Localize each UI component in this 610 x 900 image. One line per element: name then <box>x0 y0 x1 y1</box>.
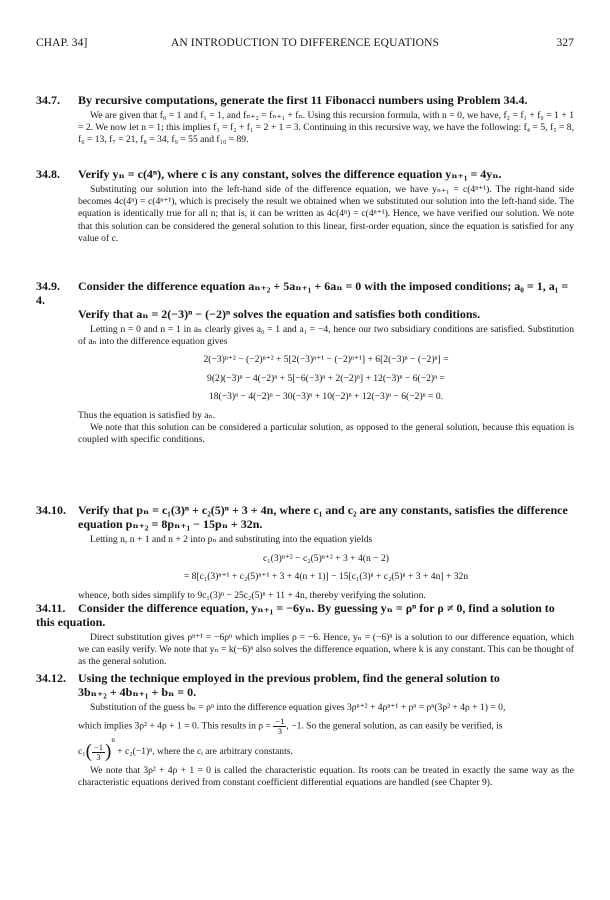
problem-34-11 <box>36 601 574 669</box>
statement-line-1: Consider the difference equation aₙ₊₂ + 5aₙ₊₁ + 6aₙ = 0 with the imposed conditions; a₀ = 1, a₁ = 4. <box>36 279 569 307</box>
solution-paragraph: Direct substitution gives ρⁿ⁺¹ = −6ρⁿ which implies ρ = −6. Hence, yₙ = (−6)ⁿ is a solution to our difference equation, which we can easily verify. We note that yₙ = k(−6)ⁿ also solves the difference equation, where k is any constant. This can be thought of as the general solution. <box>78 632 574 668</box>
solution <box>36 534 574 546</box>
problem-number: 34.7. <box>36 93 60 107</box>
conclusion-line: whence, both sides simplify to 9c₁(3)ⁿ − 25c₂(5)ⁿ + 11 + 4n, thereby verifying the solution. <box>78 590 426 602</box>
page-number: 327 <box>556 37 574 49</box>
general-solution <box>36 736 574 762</box>
problem-34-9 <box>36 279 574 447</box>
fraction <box>92 743 105 762</box>
solution-conclusion <box>36 410 574 447</box>
solution-paragraph: Letting n = 0 and n = 1 in aₙ clearly gives a₀ = 1 and a₁ = −4, hence our two subsidiary conditions are satisfied. Substitution of aₙ into the difference equation gives <box>78 324 574 348</box>
solution-conclusion <box>36 765 574 789</box>
fraction-denominator: 3 <box>96 751 101 762</box>
solution-text: , −1. So the general solution, as can easily be verified, is <box>286 720 503 732</box>
problem-statement <box>36 671 574 699</box>
fraction-denominator: 3 <box>277 726 282 737</box>
statement-line-1: Using the technique employed in the previous problem, find the general solution to <box>78 671 500 685</box>
coefficient: c₁ <box>78 746 86 758</box>
solution-paragraph: We are given that f₀ = 1 and f₁ = 1, and fₙ₊₂ = fₙ₊₁ + fₙ. Using this recursion formula, with n = 0, we have, f₂ = f₁ + f₀ = 1 + 1 = 2. We now let n = 1; this implies f₃ = f₂ + f₁ = 2 + 1 = 3. Continuing in this recursive way, we have the following: f₄ = 5, f₅ = 8, f₆ = 13, f₇ = 21, f₈ = 34, f₉ = 55 and f₁₀ = 89. <box>78 110 574 146</box>
solution-paragraph: Substituting our solution into the left-hand side of the difference equation, we have yₙ₊₁ = c(4ⁿ⁺¹). The right-hand side becomes 4c(4ⁿ) = c(4ⁿ⁺¹), which is precisely the result we obtained when we substituted our solution into the left-hand side. The equation is identically true for all n; that is, it can be written as 4c(4ⁿ) = c(4ⁿ⁺¹). Hence, we have verified our solution. We note that this solution can be considered the general solution to this linear, first-order equation, since the equation is satisfied for any value of c. <box>78 184 574 244</box>
problem-statement <box>36 601 574 629</box>
solution <box>36 184 574 245</box>
problem-34-7 <box>36 93 574 147</box>
statement-line-2: equation pₙ₊₂ = 8pₙ₊₁ − 15pₙ + 32n. <box>78 517 263 531</box>
equation-block <box>36 552 574 583</box>
solution <box>36 110 574 147</box>
note-paragraph: We note that 3ρ² + 4ρ + 1 = 0 is called the characteristic equation. Its roots can be treated in exactly the same way as the characteristic equations derived from constant coefficient differential equations are handled (see Chapter 9). <box>78 764 574 788</box>
chapter-title: AN INTRODUCTION TO DIFFERENCE EQUATIONS <box>171 37 439 49</box>
solution-paragraph: Letting n, n + 1 and n + 2 into pₙ and substituting into the equation yields <box>90 534 373 545</box>
equation-line: 18(−3)ⁿ − 4(−2)ⁿ − 30(−3)ⁿ + 10(−2)ⁿ + 12(−3)ⁿ − 6(−2)ⁿ = 0. <box>208 391 444 403</box>
statement-line-1: Verify that pₙ = c₁(3)ⁿ + c₂(5)ⁿ + 3 + 4n, where c₁ and c₂ are any constants, satisfies the difference <box>78 503 568 517</box>
chapter-label: CHAP. 34] <box>36 37 88 49</box>
equation-line: c₁(3)ⁿ⁺² − c₂(5)ⁿ⁺² + 3 + 4(n − 2) <box>263 553 389 565</box>
conclusion-line: Thus the equation is satisfied by aₙ. <box>78 409 216 421</box>
problem-34-10 <box>36 503 574 602</box>
exponent: n <box>111 736 115 745</box>
problem-number: 34.9. <box>36 279 60 293</box>
equation-line: 2(−3)ⁿ⁺² − (−2)ⁿ⁺² + 5[2(−3)ⁿ⁺¹ − (−2)ⁿ⁺¹] + 6[2(−3)ⁿ − (−2)ⁿ] = <box>203 354 449 366</box>
running-header <box>36 37 574 53</box>
solution-text: which implies 3ρ² + 4ρ + 1 = 0. This results in ρ = <box>78 720 271 732</box>
statement-text: By recursive computations, generate the first 11 Fibonacci numbers using Problem 34.4. <box>78 93 528 107</box>
equation-line: 9(2)(−3)ⁿ − 4(−2)ⁿ + 5[−6(−3)ⁿ + 2(−2)ⁿ] + 12(−3)ⁿ − 6(−2)ⁿ = <box>207 372 445 384</box>
statement-line-2: 3bₙ₊₂ + 4bₙ₊₁ + bₙ = 0. <box>78 685 197 699</box>
right-paren: ) <box>104 741 112 762</box>
problem-statement <box>36 503 574 531</box>
note-paragraph: We note that this solution can be considered a particular solution, as opposed to the general solution, because this equation is coupled with specific conditions. <box>78 422 574 446</box>
problem-statement <box>36 93 574 107</box>
problem-34-12 <box>36 671 574 789</box>
problem-number: 34.11. <box>36 601 66 615</box>
statement-text: Consider the difference equation, yₙ₊₁ = −6yₙ. By guessing yₙ = ρⁿ for ρ ≠ 0, find a solution to this equation. <box>36 601 555 629</box>
statement-text: Verify yₙ = c(4ⁿ), where c is any constant, solves the difference equation yₙ₊₁ = 4yₙ. <box>78 167 502 181</box>
fraction-numerator: −1 <box>275 716 285 727</box>
fraction <box>273 717 286 736</box>
equation-block <box>36 353 574 404</box>
problem-34-8 <box>36 167 574 245</box>
problem-number: 34.10. <box>36 503 66 517</box>
problem-number: 34.12. <box>36 671 66 685</box>
solution-line-with-fraction <box>78 717 574 736</box>
problem-statement <box>36 279 574 321</box>
solution <box>36 632 574 669</box>
problem-statement <box>36 167 574 181</box>
solution-line: Substitution of the guess bₙ = ρⁿ into the difference equation gives 3ρⁿ⁺² + 4ρⁿ⁺¹ + ρⁿ = ρⁿ(3ρ² + 4ρ + 1) = 0, <box>90 702 506 713</box>
general-solution-rest: + c₂(−1)ⁿ, where the cᵢ are arbitrary constants. <box>117 746 293 758</box>
fraction-numerator: −1 <box>93 741 103 752</box>
solution <box>36 324 574 348</box>
solution <box>36 702 574 736</box>
statement-line-2: Verify that aₙ = 2(−3)ⁿ − (−2)ⁿ solves the equation and satisfies both conditions. <box>78 307 481 321</box>
equation-line: = 8[c₁(3)ⁿ⁺¹ + c₂(5)ⁿ⁺¹ + 3 + 4(n + 1)] − 15[c₁(3)ⁿ + c₂(5)ⁿ + 3 + 4n] + 32n <box>183 570 469 582</box>
left-paren: ( <box>85 741 92 762</box>
problem-number: 34.8. <box>36 167 60 181</box>
